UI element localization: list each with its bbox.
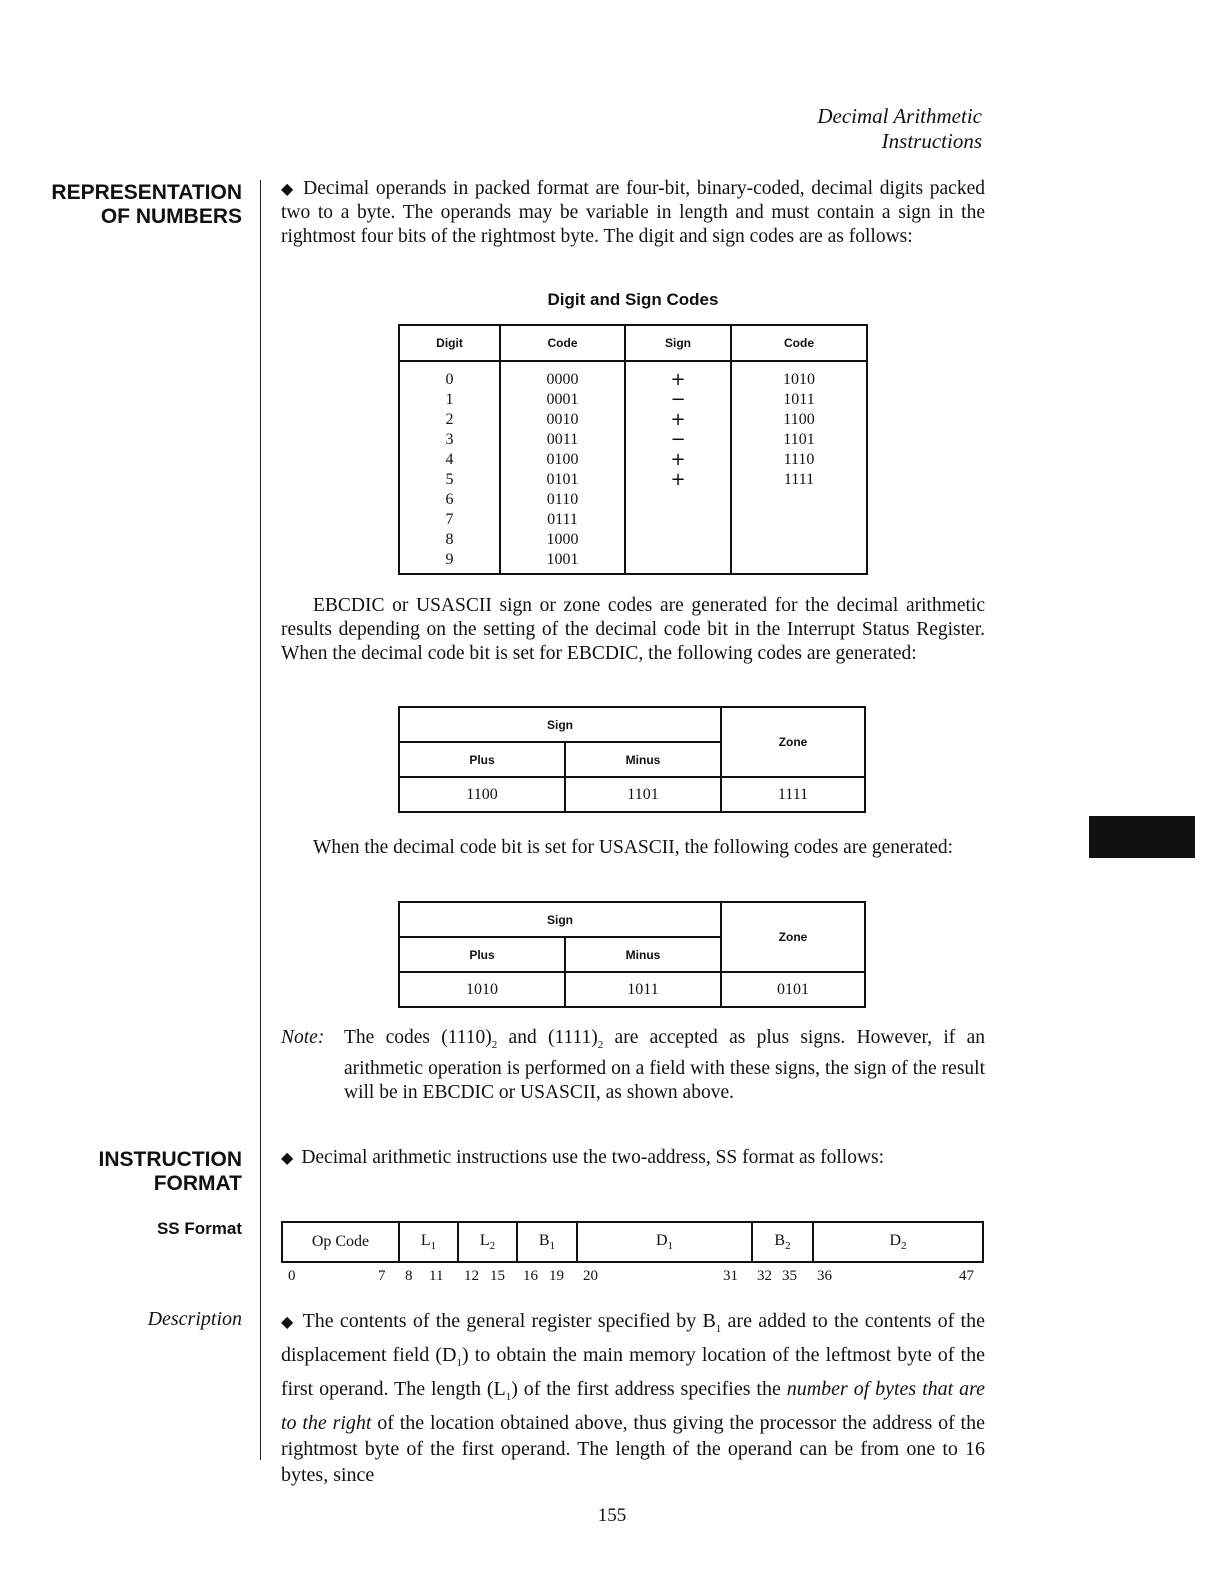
usascii-sign-header: Sign <box>399 902 721 937</box>
note-text-part: are accepted as plus signs. However, if an arithmetic operation is performed on a field with these signs, the sign of the result will be in EBCDIC or USASCII, as shown above. <box>344 1027 985 1103</box>
diamond-bullet-icon: ◆ <box>281 1312 295 1331</box>
ebcdic-table <box>398 706 866 813</box>
subscript: 2 <box>597 1038 604 1051</box>
paragraph-description <box>281 1308 985 1488</box>
description-label: Description <box>147 1308 242 1330</box>
diamond-bullet-icon: ◆ <box>281 179 296 198</box>
running-head <box>817 104 982 154</box>
ebcdic-minus-value: 1101 <box>565 777 721 812</box>
paragraph-text: When the decimal code bit is set for USASCII, the following codes are generated: <box>313 837 954 858</box>
paragraph-text: Decimal arithmetic instructions use the two-address, SS format as follows: <box>301 1147 885 1168</box>
ss-format-diagram <box>281 1221 984 1263</box>
sign-column: + − + − + + <box>625 361 731 574</box>
note-label: Note: <box>281 1027 325 1048</box>
field-d2: $D_2$ <box>813 1222 983 1262</box>
bit-position: 35 <box>782 1268 797 1284</box>
text-part: are added to the contents of the displacement field (D <box>281 1310 985 1366</box>
bit-position: 20 <box>583 1268 598 1284</box>
header-digit: Digit <box>399 325 500 361</box>
field-l2: $L_2$ <box>458 1222 517 1262</box>
heading-line: INSTRUCTION <box>98 1148 242 1171</box>
paragraph-text: Decimal operands in packed format are four-bit, binary-coded, decimal digits packed two to a byte. The operands may be variable in length and must contain a sign in the rightmost four bits of the rightmost byte. The digit and sign codes are as follows: <box>281 178 985 247</box>
bit-position: 7 <box>378 1268 386 1284</box>
usascii-zone-header: Zone <box>721 902 865 972</box>
field-b2: $B_2$ <box>752 1222 813 1262</box>
text-part: of the location obtained above, thus giving the processor the address of the rightmost byte of the first operand. The length of the operand can be from one to 16 bytes, since <box>281 1412 985 1486</box>
header-code: Code <box>500 325 625 361</box>
ebcdic-minus-header: Minus <box>565 742 721 777</box>
bit-position: 19 <box>549 1268 564 1284</box>
heading-line: REPRESENTATION <box>51 181 242 204</box>
field-opcode: Op Code <box>282 1222 399 1262</box>
usascii-zone-value: 0101 <box>721 972 865 1007</box>
usascii-minus-value: 1011 <box>565 972 721 1007</box>
field-b1: $B_1$ <box>517 1222 577 1262</box>
bit-position: 8 <box>405 1268 413 1284</box>
subscript: 1 <box>505 1391 512 1403</box>
usascii-table <box>398 901 866 1008</box>
digit-column: 0 1 2 3 4 5 6 7 8 9 <box>399 361 500 574</box>
field-l1: $L_1$ <box>399 1222 458 1262</box>
diamond-bullet-icon: ◆ <box>281 1148 294 1167</box>
sign-code-column: 1010 1011 1100 1101 1110 1111 <box>731 361 867 574</box>
header-sign-code: Code <box>731 325 867 361</box>
thumb-index-tab <box>1089 816 1195 858</box>
paragraph-instruction-format <box>281 1146 985 1170</box>
margin-rule <box>260 180 261 1460</box>
ebcdic-plus-value: 1100 <box>399 777 565 812</box>
subscript: 1 <box>715 1323 722 1335</box>
text-part: ) of the first address specifies the <box>511 1378 787 1400</box>
ebcdic-zone-value: 1111 <box>721 777 865 812</box>
page-number: 155 <box>597 1505 627 1526</box>
digit-code-column: 0000 0001 0010 0011 0100 0101 0110 0111 1000 1001 <box>500 361 625 574</box>
heading-line: OF NUMBERS <box>100 205 242 228</box>
usascii-minus-header: Minus <box>565 937 721 972</box>
bit-position: 16 <box>523 1268 538 1284</box>
note-block <box>281 1026 985 1105</box>
paragraph-representation <box>281 177 985 249</box>
note-text <box>344 1026 985 1105</box>
running-head-line1: Decimal Arithmetic <box>817 104 982 128</box>
text-part: The contents of the general register specified by B <box>302 1310 716 1332</box>
bit-position: 12 <box>464 1268 479 1284</box>
bit-position: 47 <box>959 1268 974 1284</box>
ss-format-label: SS Format <box>156 1219 242 1238</box>
heading-line: FORMAT <box>153 1172 242 1195</box>
section-heading-instruction-format <box>99 1148 243 1196</box>
digit-sign-table <box>398 324 868 575</box>
usascii-plus-value: 1010 <box>399 972 565 1007</box>
running-head-line2: Instructions <box>881 129 982 153</box>
paragraph-text: EBCDIC or USASCII sign or zone codes are generated for the decimal arithmetic results depending on the setting of the decimal code bit in the Interrupt Status Register. When the decimal code bit is set for EBCDIC, the following codes are generated: <box>281 595 985 664</box>
note-text-part: and (1111) <box>497 1027 598 1048</box>
bit-position: 11 <box>429 1268 444 1284</box>
header-sign: Sign <box>625 325 731 361</box>
subscript: 2 <box>491 1038 498 1051</box>
subscript: 1 <box>456 1357 462 1369</box>
bit-position: 15 <box>490 1268 505 1284</box>
paragraph-ebcdic <box>281 594 985 666</box>
bit-position: 31 <box>723 1268 738 1284</box>
bit-position: 0 <box>288 1268 296 1284</box>
usascii-plus-header: Plus <box>399 937 565 972</box>
field-d1: $D_1$ <box>577 1222 752 1262</box>
ebcdic-sign-header: Sign <box>399 707 721 742</box>
bit-position: 36 <box>817 1268 832 1284</box>
ebcdic-zone-header: Zone <box>721 707 865 777</box>
text-part: ) to obtain the main memory location of the leftmost byte of the first operand. The length (L <box>281 1344 985 1400</box>
ebcdic-plus-header: Plus <box>399 742 565 777</box>
digit-table-caption: Digit and Sign Codes <box>547 290 719 309</box>
paragraph-usascii <box>281 836 985 860</box>
bit-position: 32 <box>757 1268 772 1284</box>
emphasis-text: number of bytes that are to the right <box>281 1378 985 1434</box>
section-heading-representation <box>51 181 242 229</box>
note-text-part: The codes (1110) <box>344 1027 492 1048</box>
